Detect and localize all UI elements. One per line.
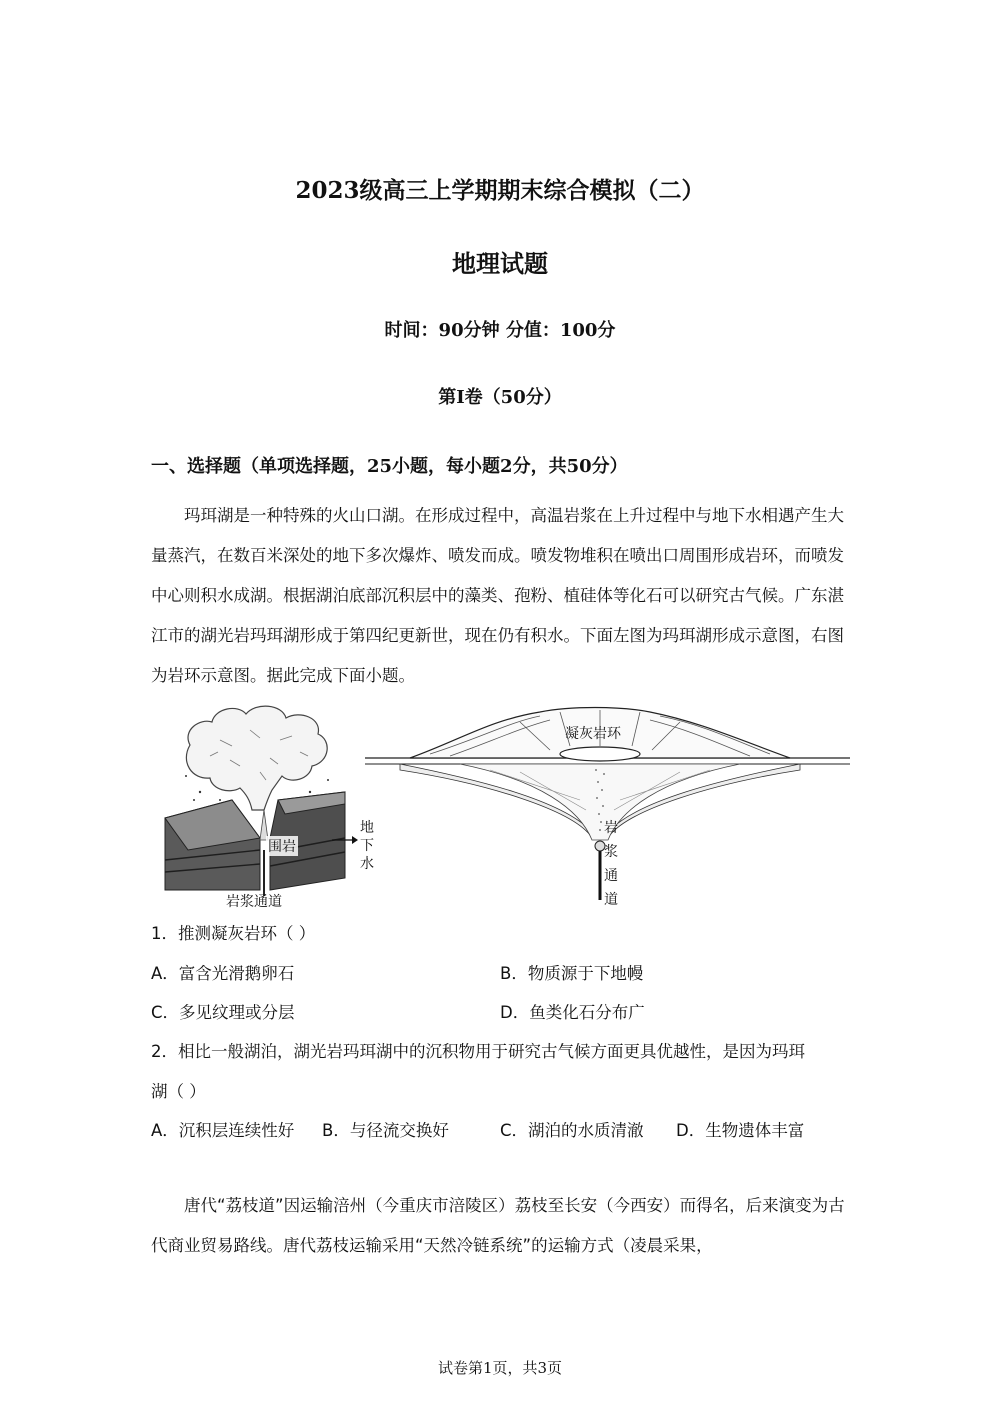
label-tuff-ring: 凝灰岩环	[565, 726, 621, 742]
question-2-stem-cont: 湖（ ）	[151, 1082, 206, 1101]
tuff-ring-diagram	[365, 708, 850, 909]
label-surrounding-rock: 围岩	[268, 839, 296, 855]
maar-figures-svg	[160, 700, 850, 910]
exam-title: 2023级高三上学期期末综合模拟（二）	[295, 177, 705, 204]
subject-title: 地理试题	[452, 249, 548, 278]
passage-lychee-road: 唐代“荔枝道”因运输涪州（今重庆市涪陵区）荔枝至长安（今西安）而得名，后来演变为古代商业贸易路线。唐代荔枝运输采用“天然冷链系统”的运输方式（凌晨采果，	[151, 1196, 845, 1255]
question-2-option-b: B．与径流交换好	[322, 1121, 449, 1140]
question-2-option-a: A．沉积层连续性好	[151, 1121, 295, 1140]
question-1-stem: 1．推测凝灰岩环（ ）	[151, 924, 316, 943]
label-groundwater	[360, 819, 374, 872]
label-groundwater-2: 下	[360, 838, 374, 854]
label-magma-channel-right-2: 浆	[604, 844, 618, 860]
figures	[160, 700, 850, 910]
volume-title: 第Ⅰ卷（50分）	[438, 387, 562, 408]
question-1-option-c: C．多见纹理或分层	[151, 1003, 295, 1022]
label-groundwater-3: 水	[360, 856, 374, 872]
time-score-info: 时间：90分钟 分值：100分	[384, 320, 616, 341]
label-magma-channel-right-4: 道	[604, 892, 618, 908]
label-magma-channel-right	[604, 819, 618, 908]
label-magma-channel-right-3: 通	[604, 868, 618, 884]
question-2-stem: 2．相比一般湖泊，湖光岩玛珥湖中的沉积物用于研究古气候方面更具优越性，是因为玛珥	[151, 1042, 805, 1061]
question-1-option-d: D．鱼类化石分布广	[500, 1003, 645, 1022]
question-2-option-c: C．湖泊的水质清澈	[500, 1121, 644, 1140]
section-heading: 一、选择题（单项选择题，25小题，每小题2分，共50分）	[151, 456, 628, 477]
label-groundwater-1: 地	[360, 820, 374, 836]
passage-maar-lake: 玛珥湖是一种特殊的火山口湖。在形成过程中，高温岩浆在上升过程中与地下水相遇产生大量蒸汽，在数百米深处的地下多次爆炸、喷发而成。喷发物堆积在喷出口周围形成岩环，而喷发中心则积水成湖。根据湖泊底部沉积层中的藻类、孢粉、植硅体等化石可以研究古气候。广东湛江市的湖光岩玛珥湖形成于第四纪更新世，现在仍有积水。下面左图为玛珥湖形成示意图，右图为岩环示意图。据此完成下面小题。	[151, 506, 844, 685]
label-magma-channel-right-1: 岩	[604, 820, 618, 836]
question-2-option-d: D．生物遗体丰富	[676, 1121, 805, 1140]
page-footer: 试卷第1页，共3页	[437, 1359, 563, 1377]
question-1-option-a: A．富含光滑鹅卵石	[151, 964, 295, 983]
question-1-option-b: B．物质源于下地幔	[500, 964, 644, 983]
maar-formation-diagram	[165, 706, 358, 910]
label-magma-channel-left: 岩浆通道	[226, 894, 282, 910]
